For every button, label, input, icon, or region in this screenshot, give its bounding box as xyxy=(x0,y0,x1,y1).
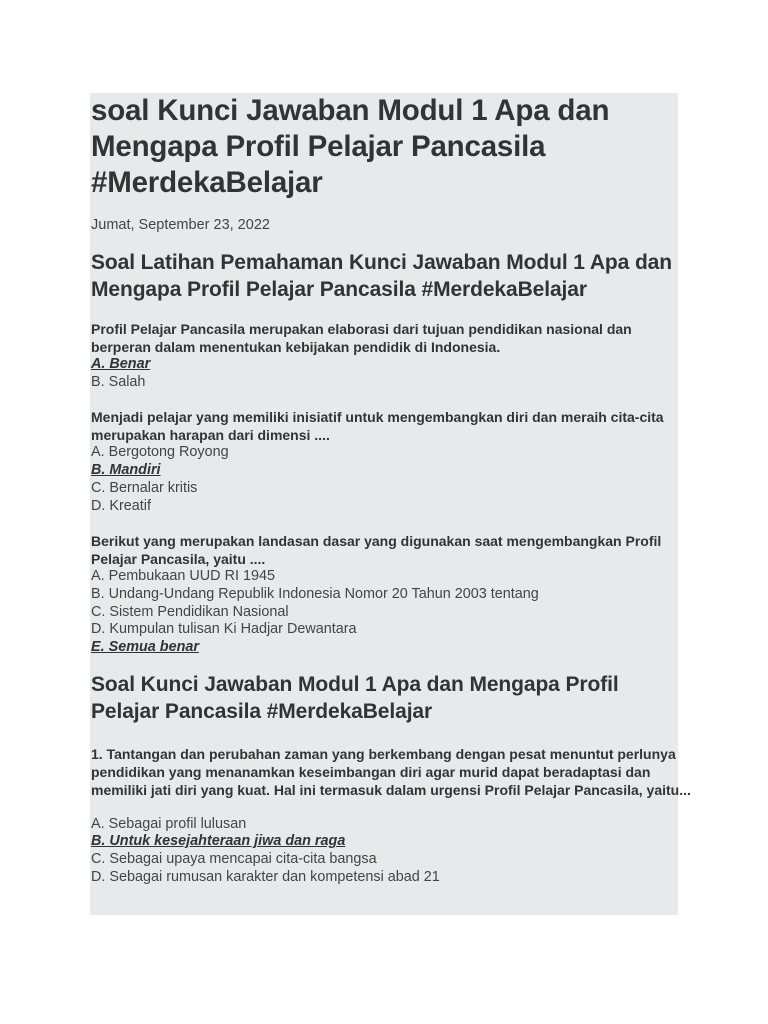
option: A. Bergotong Royong xyxy=(91,444,229,461)
question-text: Menjadi pelajar yang memiliki inisiatif untuk mengembangkan diri dan meraih cita-cita merupakan harapan dari dimensi .... xyxy=(91,409,664,444)
option: C. Sebagai upaya mencapai cita-cita bangsa xyxy=(91,851,377,868)
section-heading-kunci: Soal Kunci Jawaban Modul 1 Apa dan Mengapa Profil Pelajar Pancasila #MerdekaBelajar xyxy=(91,672,619,723)
option: B. Salah xyxy=(91,373,146,390)
option-correct: B. Untuk kesejahteraan jiwa dan raga xyxy=(91,833,346,850)
option: C. Bernalar kritis xyxy=(91,479,198,496)
option: A. Pembukaan UUD RI 1945 xyxy=(91,568,275,585)
option-correct: B. Mandiri xyxy=(91,462,161,479)
option: A. Sebagai profil lulusan xyxy=(91,815,247,832)
option-correct: A. Benar xyxy=(91,356,151,372)
option: D. Kreatif xyxy=(91,497,151,514)
post-date: Jumat, September 23, 2022 xyxy=(91,217,270,233)
section-heading-latihan: Soal Latihan Pemahaman Kunci Jawaban Modul 1 Apa dan Mengapa Profil Pelajar Pancasila #MerdekaBelajar xyxy=(91,251,672,301)
question-text: Berikut yang merupakan landasan dasar yang digunakan saat mengembangkan Profil Pelajar Pancasila, yaitu .... xyxy=(91,533,662,568)
option: B. Undang-Undang Republik Indonesia Nomor 20 Tahun 2003 tentang xyxy=(91,585,539,602)
option: C. Sistem Pendidikan Nasional xyxy=(91,603,289,620)
option: D. Sebagai rumusan karakter dan kompetensi abad 21 xyxy=(91,868,440,885)
option-correct: E. Semua benar xyxy=(91,639,199,656)
document-content xyxy=(91,93,691,887)
question-text: Profil Pelajar Pancasila merupakan elaborasi dari tujuan pendidikan nasional dan berperan dalam menentukan kebijakan pendidik di Indonesia. xyxy=(91,321,632,355)
option: D. Kumpulan tulisan Ki Hadjar Dewantara xyxy=(91,621,357,638)
page-title: soal Kunci Jawaban Modul 1 Apa dan Mengapa Profil Pelajar Pancasila #MerdekaBelajar xyxy=(91,94,610,199)
question-text: 1. Tantangan dan perubahan zaman yang berkembang dengan pesat menuntut perlunya pendidikan yang menanamkan keseimbangan diri agar murid dapat beradaptasi dan memiliki jati diri yang kuat. Hal ini termasuk dalam urgensi Profil Pelajar Pancasila, yaitu... xyxy=(91,745,691,798)
